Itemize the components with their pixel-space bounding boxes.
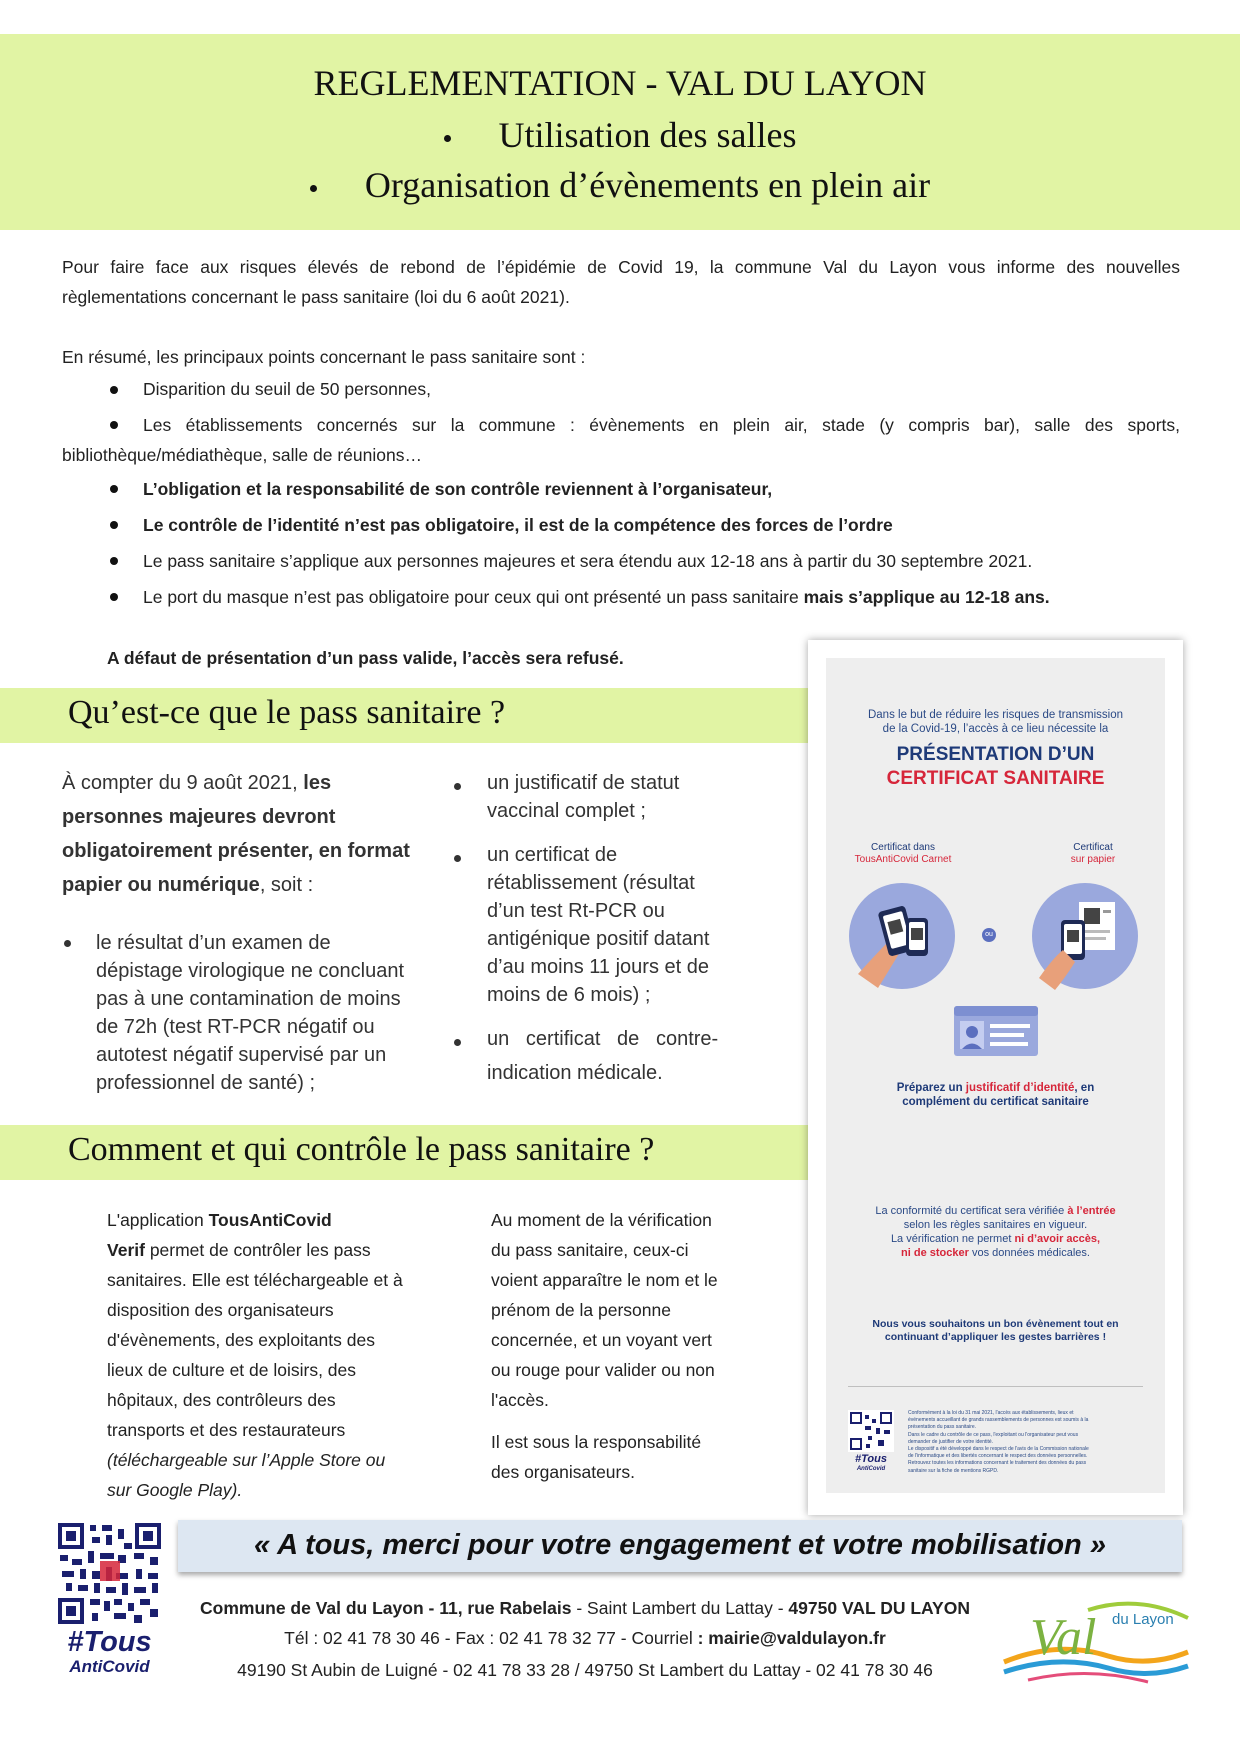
point-1: Disparition du seuil de 50 personnes, [143,379,431,399]
header-band [0,34,1240,230]
footer-contact: Tél : 02 41 78 30 46 - Fax : 02 41 78 32 77 - Courriel : mairie@valdulayon.fr [284,1628,886,1648]
poster-cert-digital-label: Certificat dans TousAntiCovid Carnet [854,842,952,865]
bullet-icon [454,1039,461,1046]
bullet-icon [454,855,461,862]
thank-you-banner [178,1520,1182,1572]
thank-you-quote: « A tous, merci pour votre engagement et votre mobilisation » [254,1529,1106,1561]
bullet-icon [110,421,118,429]
summary-text: En résumé, les principaux points concernant le pass sanitaire sont : [62,347,586,367]
point-2-line-2: bibliothèque/médiathèque, salle de réunions… [62,445,422,465]
poster-tac-logo: #Tous AntiCovid [855,1453,887,1472]
header-bullet-1: Utilisation des salles [0,114,1240,156]
poster-title-2: CERTIFICAT SANITAIRE [886,768,1105,789]
poster-cert-paper-label: Certificat sur papier [1070,842,1116,865]
pass-item-4: un certificat de contre- indication médicale. [487,1028,719,1084]
bullet-icon [110,557,118,565]
bullet-icon [444,135,451,142]
bullet-icon [110,593,118,601]
pass-item-1: le résultat d’un examen de dépistage virologique ne concluant pas à une contamination de moins de 72h (test RT-PCR négatif ou autotest négatif supervisé par un professionnel de santé) ; [96,932,404,1094]
bullet-icon [310,185,317,192]
paper-certificate-illustration [1031,882,1139,990]
poster-intro: Dans le but de réduire les risques de transmission de la Covid-19, l’accès à ce lieu nécessite la [867,709,1124,735]
intro-line-2: règlementations concernant le pass sanitaire (loi du 6 août 2021). [62,287,570,307]
pass-item-2: un justificatif de statut vaccinal complet ; [487,772,680,822]
poster-panel [826,658,1165,1493]
poster-or-badge: ou [982,928,996,942]
footer-delegated-offices: 49190 St Aubin de Luigné - 02 41 78 33 28 / 49750 St Lambert du Lattay - 02 41 78 30 46 [237,1660,933,1680]
page-title: REGLEMENTATION - VAL DU LAYON [313,63,927,103]
phone-illustration [848,882,956,990]
poster-title-1: PRÉSENTATION D’UN [896,744,1095,765]
bullet-icon [110,485,118,493]
refusal-notice: A défaut de présentation d’un pass valide, l’accès sera refusé. [107,648,624,668]
bullet-icon [110,521,118,529]
footer-address: Commune de Val du Layon - 11, rue Rabelais - Saint Lambert du Lattay - 49750 VAL DU LAYON [200,1598,970,1618]
certificate-poster [808,640,1183,1515]
poster-divider [848,1386,1143,1387]
point-6: Le port du masque n’est pas obligatoire pour ceux qui ont présenté un pass sanitaire mais s’applique au 12-18 ans. [143,587,1050,607]
bullet-icon [454,783,461,790]
svg-text:Val: Val [1030,1609,1097,1666]
section2-left-text: L'application TousAntiCovid Verif permet de contrôler les pass sanitaires. Elle est téléchargeable et à disposition des organisateurs d'évènements, des exploitants des lieux de culture et de loisirs, des hôpitaux, des contrôleurs des transports et des restaurateurs (téléchargeable sur l’Apple Store ou sur Google Play). [107,1210,403,1500]
poster-wish-text: Nous vous souhaitons un bon évènement tout en continuant d’appliquer les gestes barrières ! [872,1318,1119,1343]
section2-right-text: Au moment de la vérification du pass sanitaire, ceux-ci voient apparaître le nom et le prénom de la personne concernée, et un voyant vert ou rouge pour valider ou non l'accès. Il est sous la responsabilité des organisateurs. [491,1210,718,1482]
bullet-icon [64,940,71,947]
poster-legal-text: Conformément à la loi du 31 mai 2021, l'accès aux établissements, lieux et événements accueillant de grands rassemblements de personnes est soumis à la présentation du pass sanitaire. Dans le cadre du contrôle de ce pass, l'exploitant ou l'organisateur peut vous demander de justifier de votre identité. Le dispositif a été développé dans le respect de l'avis de la Commission nationale de l'informatique et des libertés concernant le respect des données personnelles. Retrouvez toutes les informations concernant le traitement des données du pass sanitaire sur la fiche de mentions RGPD. [908,1410,1089,1474]
section-title-pass: Qu’est-ce que le pass sanitaire ? [68,694,506,731]
poster-id-text: Préparez un justificatif d’identité, en complément du certificat sanitaire [896,1082,1095,1108]
intro-line-1: Pour faire face aux risques élevés de rebond de l’épidémie de Covid 19, la commune Val du Layon vous informe des nouvelles [62,257,1180,277]
val-du-layon-logo [998,1596,1194,1686]
bullet-icon [110,386,118,394]
poster-qr-code [848,1410,894,1452]
tousanticovid-qr-code [56,1521,163,1626]
section1-left-intro: À compter du 9 août 2021, les personnes majeures devront obligatoirement présenter, en format papier ou numérique, soit : [62,772,410,896]
point-5: Le pass sanitaire s’applique aux personnes majeures et sera étendu aux 12-18 ans à partir du 30 septembre 2021. [143,551,1033,571]
section-title-control: Comment et qui contrôle le pass sanitaire ? [68,1131,655,1168]
poster-conformity-text: La conformité du certificat sera vérifiée à l’entrée selon les règles sanitaires en vigueur. La vérification ne permet ni d’avoir accès, ni de stocker vos données médicales. [875,1205,1116,1259]
svg-text:du Layon: du Layon [1112,1611,1174,1628]
point-3: L’obligation et la responsabilité de son contrôle reviennent à l’organisateur, [143,479,773,499]
tousanticovid-logo: #Tous AntiCovid [67,1626,152,1676]
point-2-line-1: Les établissements concernés sur la commune : évènements en plein air, stade (y compris bar), salle des sports, [143,415,1180,435]
pass-item-3: un certificat de rétablissement (résultat d’un test Rt-PCR ou antigénique positif datant d’au moins 11 jours et de moins de 6 mois) ; [487,844,710,1006]
section-band-control [0,1125,810,1180]
id-card-icon [954,1006,1038,1056]
header-bullet-2: Organisation d’évènements en plein air [0,164,1240,206]
section-band-pass [0,688,810,743]
point-4: Le contrôle de l’identité n’est pas obligatoire, il est de la compétence des forces de l’ordre [143,515,893,535]
